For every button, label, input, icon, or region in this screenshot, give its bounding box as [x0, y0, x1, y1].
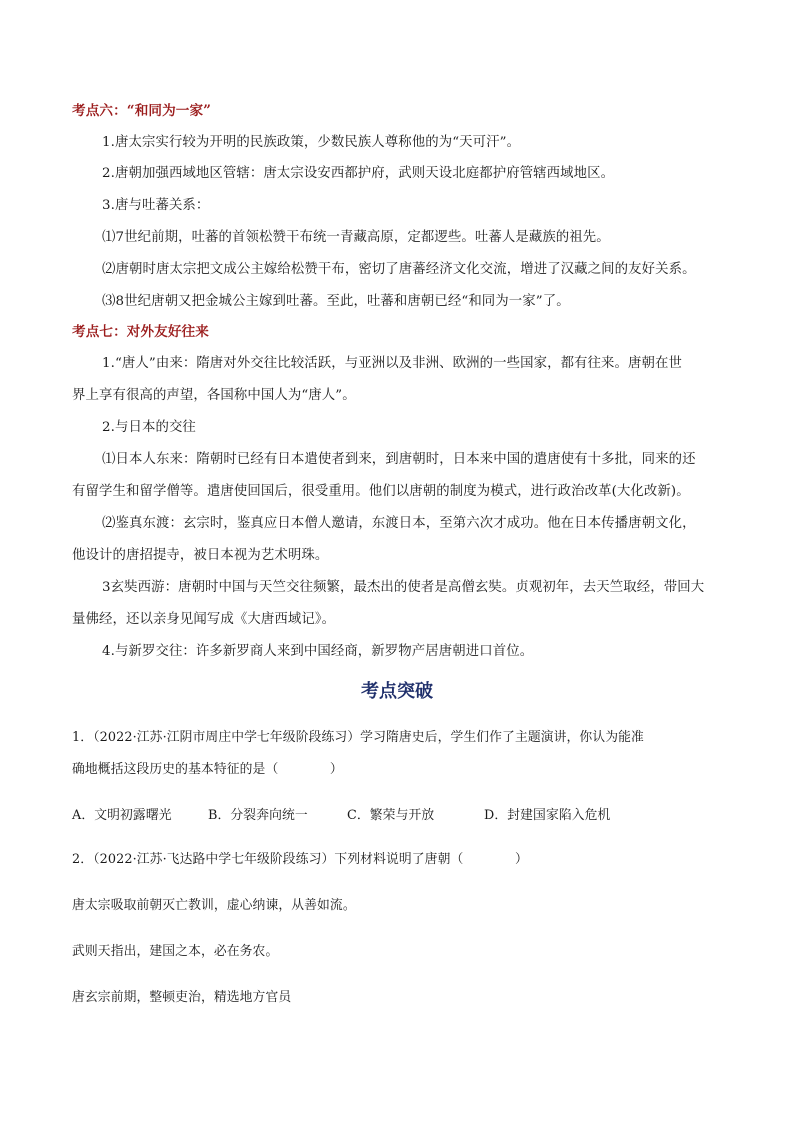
- kaodian6-point-1: 1.唐太宗实行较为开明的民族政策，少数民族人尊称他的为“天可汗”。: [102, 135, 521, 150]
- kaodian6-point-2: 2.唐朝加强西域地区管辖：唐太宗设安西都护府，武则天设北庭都护府管辖西域地区。: [102, 166, 615, 181]
- kaodian7-point-2: 2.与日本的交往: [102, 420, 196, 435]
- kaodian7-point-1-b: 界上享有很高的声望，各国称中国人为“唐人”。: [72, 388, 356, 403]
- kaodian7-point-2-1-a: ⑴日本人东来：隋朝时已经有日本遣使者到来，到唐朝时，日本来中国的遣唐使有十多批，同来的还: [102, 452, 696, 467]
- kaodian6-point-3-2: ⑵唐朝时唐太宗把文成公主嫁给松赞干布，密切了唐蕃经济文化交流，增进了汉藏之间的友好关系。: [102, 262, 696, 277]
- kaodian7-point-3-b: 量佛经，还以亲身见闻写成《大唐西域记》。: [72, 612, 336, 627]
- kaodian7-point-4: 4.与新罗交往：许多新罗商人来到中国经商，新罗物产居唐朝进口首位。: [102, 644, 534, 659]
- question-1-option-d[interactable]: D．封建国家陷入危机: [484, 808, 611, 823]
- question-2-material-2: 武则天指出，建国之本，必在务农。: [72, 944, 279, 959]
- question-1-stem-b: 确地概括这段历史的基本特征的是（ ）: [72, 762, 343, 777]
- kaodian6-point-3-3: ⑶8世纪唐朝又把金城公主嫁到吐蕃。至此，吐蕃和唐朝已经“和同为一家”了。: [102, 294, 570, 309]
- kaodian6-point-3: 3.唐与吐蕃关系：: [102, 198, 210, 213]
- question-2-material-3: 唐玄宗前期，整顿吏治，精选地方官员: [72, 990, 292, 1005]
- question-1-option-a[interactable]: A．文明初露曙光: [72, 808, 172, 823]
- kaodian7-point-1-a: 1.“唐人”由来：隋唐对外交往比较活跃，与亚洲以及非洲、欧洲的一些国家，都有往来。唐朝在世: [102, 356, 682, 371]
- kaodian7-point-2-1-b: 有留学生和留学僧等。遣唐使回国后，很受重用。他们以唐朝的制度为模式，进行政治改革(大化改新)。: [72, 484, 690, 499]
- question-1-stem-a: 1．（2022·江苏·江阴市周庄中学七年级阶段练习）学习隋唐史后，学生们作了主题演讲，你认为能准: [72, 730, 644, 745]
- kaodian7-heading: 考点七：对外友好往来: [72, 324, 209, 340]
- section-title: 考点突破: [361, 681, 433, 702]
- kaodian7-point-3-a: 3玄奘西游：唐朝时中国与天竺交往频繁，最杰出的使者是高僧玄奘。贞观初年，去天竺取经，带回大: [102, 580, 705, 595]
- question-1-option-c[interactable]: C．繁荣与开放: [347, 808, 435, 823]
- question-1-option-b[interactable]: B．分裂奔向统一: [208, 808, 308, 823]
- kaodian6-point-3-1: ⑴7世纪前期，吐蕃的首领松赞干布统一青藏高原，定都逻些。吐蕃人是藏族的祖先。: [102, 230, 610, 245]
- question-2-material-1: 唐太宗吸取前朝灭亡教训，虚心纳谏，从善如流。: [72, 898, 356, 913]
- kaodian7-point-2-2-b: 他设计的唐招提寺，被日本视为艺术明珠。: [72, 548, 329, 563]
- kaodian6-heading: 考点六：“和同为一家”: [72, 103, 212, 119]
- kaodian7-point-2-2-a: ⑵鉴真东渡：玄宗时，鉴真应日本僧人邀请，东渡日本，至第六次才成功。他在日本传播唐朝文化，: [102, 516, 696, 531]
- question-2-stem: 2．（2022·江苏·飞达路中学七年级阶段练习）下列材料说明了唐朝（ ）: [72, 852, 528, 867]
